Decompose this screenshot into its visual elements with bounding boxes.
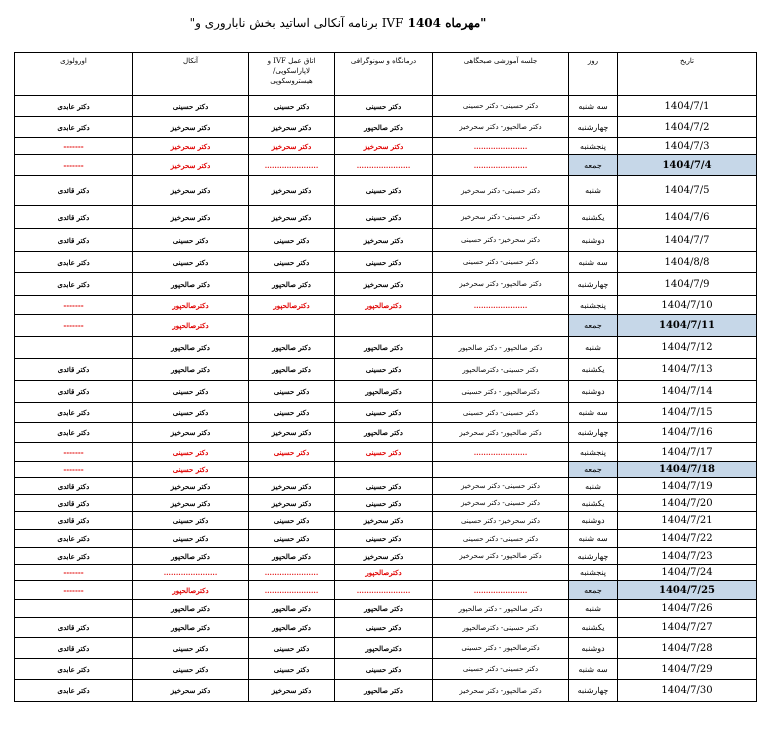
date-cell: 1404/7/5 (618, 176, 757, 206)
day-cell: چهارشنبه (569, 117, 618, 138)
title-suffix: مهرماه 1404" (407, 16, 487, 30)
operating-room-cell: دکتر حسینی (249, 512, 335, 530)
oncall-cell: دکتر سحرخیز (133, 155, 249, 176)
operating-room-cell: دکتر سحرخیز (249, 138, 335, 155)
urology-cell: ------- (15, 581, 133, 600)
clinic-cell: دکتر حسینی (335, 359, 433, 381)
date-cell: 1404/7/22 (618, 530, 757, 548)
clinic-cell: دکتر سحرخیز (335, 138, 433, 155)
oncall-cell: دکتر حسینی (133, 229, 249, 252)
morning-cell: دکتر صالحپور- دکتر سحرخیز (433, 680, 569, 702)
date-cell: 1404/7/1 (618, 96, 757, 117)
morning-cell: دکتر صالحپور- دکتر سحرخیز (433, 548, 569, 565)
operating-room-cell: دکتر صالحپور (249, 359, 335, 381)
clinic-cell (335, 315, 433, 337)
table-row (15, 478, 757, 495)
table-row (15, 600, 757, 618)
day-cell: چهارشنبه (569, 680, 618, 702)
operating-room-cell: دکتر حسینی (249, 96, 335, 117)
date-cell: 1404/7/19 (618, 478, 757, 495)
date-cell: 1404/7/10 (618, 296, 757, 315)
day-cell: یکشنبه (569, 359, 618, 381)
day-cell: چهارشنبه (569, 548, 618, 565)
table-row (15, 512, 757, 530)
table-row (15, 618, 757, 638)
clinic-cell: دکتر حسینی (335, 443, 433, 462)
urology-cell: دکتر عابدی (15, 273, 133, 296)
operating-room-cell (249, 462, 335, 478)
oncall-cell: دکتر حسینی (133, 530, 249, 548)
date-cell: 1404/7/26 (618, 600, 757, 618)
date-cell: 1404/8/8 (618, 252, 757, 273)
oncall-cell: دکتر سحرخیز (133, 478, 249, 495)
day-cell: سه شنبه (569, 252, 618, 273)
oncall-cell: دکتر سحرخیز (133, 117, 249, 138)
oncall-cell: دکتر سحرخیز (133, 680, 249, 702)
oncall-cell: دکتر سحرخیز (133, 176, 249, 206)
operating-room-cell: دکترصالحپور (249, 296, 335, 315)
date-cell: 1404/7/11 (618, 315, 757, 337)
morning-cell: دکتر صالحپور- دکتر سحرخیز (433, 117, 569, 138)
oncall-cell: دکتر صالحپور (133, 337, 249, 359)
oncall-cell: دکتر صالحپور (133, 548, 249, 565)
urology-cell: دکتر عابدی (15, 548, 133, 565)
urology-cell: ------- (15, 155, 133, 176)
header-day: روز (569, 53, 618, 96)
operating-room-cell: دکتر صالحپور (249, 273, 335, 296)
operating-room-cell: دکتر حسینی (249, 638, 335, 659)
oncall-cell: دکتر صالحپور (133, 618, 249, 638)
morning-cell: دکتر صالحپور - دکتر صالحپور (433, 337, 569, 359)
day-cell: سه شنبه (569, 659, 618, 680)
day-cell: چهارشنبه (569, 423, 618, 443)
date-cell: 1404/7/4 (618, 155, 757, 176)
clinic-cell: دکتر حسینی (335, 659, 433, 680)
urology-cell (15, 337, 133, 359)
table-row (15, 659, 757, 680)
clinic-cell: دکتر صالحپور (335, 423, 433, 443)
page-title (0, 16, 676, 30)
urology-cell: دکتر قائدی (15, 618, 133, 638)
clinic-cell: دکتر سحرخیز (335, 229, 433, 252)
morning-cell: ...................... (433, 581, 569, 600)
urology-cell: دکتر عابدی (15, 252, 133, 273)
morning-cell: دکتر صالحپور- دکتر سحرخیز (433, 423, 569, 443)
table-row (15, 548, 757, 565)
oncall-cell: دکتر صالحپور (133, 273, 249, 296)
urology-cell: دکتر قائدی (15, 512, 133, 530)
oncall-cell: دکتر حسینی (133, 462, 249, 478)
date-cell: 1404/7/18 (618, 462, 757, 478)
schedule-table (14, 52, 757, 702)
clinic-cell: دکتر حسینی (335, 176, 433, 206)
day-cell: پنجشنبه (569, 443, 618, 462)
morning-cell: دکتر حسینی- دکتر سحرخیز (433, 495, 569, 512)
morning-cell: دکتر حسینی- دکترصالحپور (433, 618, 569, 638)
date-cell: 1404/7/21 (618, 512, 757, 530)
urology-cell: ------- (15, 315, 133, 337)
morning-cell: ...................... (433, 296, 569, 315)
operating-room-cell: دکتر حسینی (249, 659, 335, 680)
table-row (15, 565, 757, 581)
oncall-cell: دکتر حسینی (133, 443, 249, 462)
morning-cell (433, 315, 569, 337)
day-cell: شنبه (569, 176, 618, 206)
date-cell: 1404/7/12 (618, 337, 757, 359)
oncall-cell: دکتر حسینی (133, 381, 249, 403)
operating-room-cell: دکتر سحرخیز (249, 206, 335, 229)
urology-cell: ------- (15, 443, 133, 462)
operating-room-cell: دکتر سحرخیز (249, 423, 335, 443)
clinic-cell (335, 462, 433, 478)
operating-room-cell: دکتر حسینی (249, 381, 335, 403)
table-row (15, 462, 757, 478)
date-cell: 1404/7/29 (618, 659, 757, 680)
clinic-cell: دکتر حسینی (335, 530, 433, 548)
day-cell: دوشنبه (569, 229, 618, 252)
morning-cell: دکتر سحرخیز- دکتر حسینی (433, 512, 569, 530)
urology-cell: دکتر عابدی (15, 423, 133, 443)
date-cell: 1404/7/7 (618, 229, 757, 252)
oncall-cell: ...................... (133, 565, 249, 581)
date-cell: 1404/7/30 (618, 680, 757, 702)
header-oncall: آنکال (133, 53, 249, 96)
date-cell: 1404/7/25 (618, 581, 757, 600)
header-row (15, 53, 757, 96)
urology-cell: دکتر عابدی (15, 659, 133, 680)
operating-room-cell: دکتر سحرخیز (249, 495, 335, 512)
morning-cell: دکتر حسینی- دکترصالحپور (433, 359, 569, 381)
operating-room-cell: دکتر حسینی (249, 530, 335, 548)
table-row (15, 96, 757, 117)
urology-cell: ------- (15, 462, 133, 478)
operating-room-cell: دکتر صالحپور (249, 337, 335, 359)
day-cell: سه شنبه (569, 96, 618, 117)
operating-room-cell: دکتر سحرخیز (249, 478, 335, 495)
clinic-cell: دکترصالحپور (335, 296, 433, 315)
day-cell: یکشنبه (569, 495, 618, 512)
table-row (15, 638, 757, 659)
day-cell: جمعه (569, 315, 618, 337)
clinic-cell: دکتر حسینی (335, 495, 433, 512)
oncall-cell: دکتر صالحپور (133, 600, 249, 618)
urology-cell: دکتر قائدی (15, 176, 133, 206)
day-cell: پنجشنبه (569, 138, 618, 155)
clinic-cell: ...................... (335, 155, 433, 176)
table-row (15, 495, 757, 512)
operating-room-cell: دکتر صالحپور (249, 618, 335, 638)
day-cell: جمعه (569, 462, 618, 478)
morning-cell: دکتر سحرخیز- دکتر حسینی (433, 229, 569, 252)
table-row (15, 138, 757, 155)
oncall-cell: دکتر سحرخیز (133, 206, 249, 229)
table-row (15, 443, 757, 462)
morning-cell: دکتر حسینی- دکتر حسینی (433, 96, 569, 117)
operating-room-cell: دکتر سحرخیز (249, 680, 335, 702)
clinic-cell: دکتر صالحپور (335, 117, 433, 138)
table-row (15, 296, 757, 315)
morning-cell: ...................... (433, 138, 569, 155)
header-clinic: درمانگاه و سونوگرافی (335, 53, 433, 96)
oncall-cell: دکتر حسینی (133, 512, 249, 530)
clinic-cell: دکتر صالحپور (335, 337, 433, 359)
clinic-cell: دکتر سحرخیز (335, 273, 433, 296)
day-cell: چهارشنبه (569, 273, 618, 296)
table-row (15, 403, 757, 423)
date-cell: 1404/7/3 (618, 138, 757, 155)
clinic-cell: دکتر حسینی (335, 252, 433, 273)
date-cell: 1404/7/2 (618, 117, 757, 138)
table-row (15, 530, 757, 548)
urology-cell: دکتر قائدی (15, 359, 133, 381)
morning-cell: دکتر صالحپور - دکتر صالحپور (433, 600, 569, 618)
clinic-cell: دکتر حسینی (335, 618, 433, 638)
date-cell: 1404/7/28 (618, 638, 757, 659)
day-cell: شنبه (569, 478, 618, 495)
morning-cell: دکتر حسینی- دکتر حسینی (433, 530, 569, 548)
oncall-cell: دکتر حسینی (133, 252, 249, 273)
operating-room-cell: دکتر حسینی (249, 443, 335, 462)
oncall-cell: دکترصالحپور (133, 581, 249, 600)
morning-cell: دکتر حسینی- دکتر حسینی (433, 403, 569, 423)
day-cell: دوشنبه (569, 638, 618, 659)
title-prefix: "برنامه آنکالی اساتید بخش ناباروری و IVF (189, 16, 404, 30)
date-cell: 1404/7/27 (618, 618, 757, 638)
morning-cell: دکتر حسینی- دکتر سحرخیز (433, 478, 569, 495)
clinic-cell: دکترصالحپور (335, 381, 433, 403)
date-cell: 1404/7/13 (618, 359, 757, 381)
operating-room-cell: دکتر حسینی (249, 229, 335, 252)
operating-room-cell: ...................... (249, 581, 335, 600)
clinic-cell: دکتر سحرخیز (335, 512, 433, 530)
table-row (15, 252, 757, 273)
urology-cell: دکتر قائدی (15, 381, 133, 403)
urology-cell: ------- (15, 296, 133, 315)
urology-cell: ------- (15, 138, 133, 155)
morning-cell: دکترصالحپور - دکتر حسینی (433, 381, 569, 403)
table-row (15, 229, 757, 252)
day-cell: یکشنبه (569, 206, 618, 229)
table-row (15, 359, 757, 381)
day-cell: جمعه (569, 581, 618, 600)
table-row (15, 176, 757, 206)
operating-room-cell: دکتر سحرخیز (249, 176, 335, 206)
date-cell: 1404/7/16 (618, 423, 757, 443)
clinic-cell: ...................... (335, 581, 433, 600)
clinic-cell: دکتر صالحپور (335, 680, 433, 702)
morning-cell: دکتر صالحپور- دکتر سحرخیز (433, 273, 569, 296)
day-cell: جمعه (569, 155, 618, 176)
date-cell: 1404/7/24 (618, 565, 757, 581)
urology-cell: دکتر قائدی (15, 206, 133, 229)
oncall-cell: دکتر سحرخیز (133, 495, 249, 512)
date-cell: 1404/7/9 (618, 273, 757, 296)
oncall-cell: دکتر سحرخیز (133, 423, 249, 443)
oncall-cell: دکتر حسینی (133, 96, 249, 117)
morning-cell: دکترصالحپور - دکتر حسینی (433, 638, 569, 659)
date-cell: 1404/7/14 (618, 381, 757, 403)
urology-cell: دکتر عابدی (15, 530, 133, 548)
urology-cell (15, 600, 133, 618)
clinic-cell: دکتر حسینی (335, 478, 433, 495)
operating-room-cell (249, 315, 335, 337)
date-cell: 1404/7/15 (618, 403, 757, 423)
header-operating-room: اتاق عمل IVF و لاپاراسکوپی/ هیستروسکوپی (249, 53, 335, 96)
table-row (15, 381, 757, 403)
day-cell: سه شنبه (569, 530, 618, 548)
urology-cell: ------- (15, 565, 133, 581)
table-row (15, 581, 757, 600)
date-cell: 1404/7/23 (618, 548, 757, 565)
day-cell: شنبه (569, 600, 618, 618)
clinic-cell: دکترصالحپور (335, 565, 433, 581)
table-row (15, 423, 757, 443)
day-cell: پنجشنبه (569, 565, 618, 581)
morning-cell (433, 462, 569, 478)
operating-room-cell: دکتر صالحپور (249, 548, 335, 565)
date-cell: 1404/7/6 (618, 206, 757, 229)
date-cell: 1404/7/17 (618, 443, 757, 462)
morning-cell: دکتر حسینی- دکتر سحرخیز (433, 206, 569, 229)
table-row (15, 155, 757, 176)
operating-room-cell: دکتر صالحپور (249, 600, 335, 618)
oncall-cell: دکتر حسینی (133, 659, 249, 680)
urology-cell: دکتر قائدی (15, 478, 133, 495)
urology-cell: دکتر عابدی (15, 117, 133, 138)
header-date: تاریخ (618, 53, 757, 96)
urology-cell: دکتر عابدی (15, 403, 133, 423)
morning-cell: دکتر حسینی- دکتر حسینی (433, 659, 569, 680)
urology-cell: دکتر عابدی (15, 96, 133, 117)
clinic-cell: دکترصالحپور (335, 638, 433, 659)
header-morning-session: جلسه آموزشی صبحگاهی (433, 53, 569, 96)
operating-room-cell: ...................... (249, 155, 335, 176)
morning-cell: ...................... (433, 155, 569, 176)
day-cell: دوشنبه (569, 381, 618, 403)
morning-cell: دکتر حسینی- دکتر سحرخیز (433, 176, 569, 206)
oncall-cell: دکترصالحپور (133, 296, 249, 315)
oncall-cell: دکتر صالحپور (133, 359, 249, 381)
clinic-cell: دکتر حسینی (335, 403, 433, 423)
operating-room-cell: دکتر حسینی (249, 403, 335, 423)
day-cell: یکشنبه (569, 618, 618, 638)
oncall-cell: دکترصالحپور (133, 315, 249, 337)
header-urology: اورولوژی (15, 53, 133, 96)
table-row (15, 206, 757, 229)
clinic-cell: دکتر صالحپور (335, 600, 433, 618)
oncall-cell: دکتر حسینی (133, 638, 249, 659)
urology-cell: دکتر قائدی (15, 638, 133, 659)
morning-cell: دکتر حسینی- دکتر حسینی (433, 252, 569, 273)
table-row (15, 680, 757, 702)
day-cell: پنجشنبه (569, 296, 618, 315)
day-cell: شنبه (569, 337, 618, 359)
date-cell: 1404/7/20 (618, 495, 757, 512)
urology-cell: دکتر عابدی (15, 680, 133, 702)
urology-cell: دکتر قائدی (15, 495, 133, 512)
clinic-cell: دکتر حسینی (335, 206, 433, 229)
clinic-cell: دکتر حسینی (335, 96, 433, 117)
morning-cell (433, 565, 569, 581)
operating-room-cell: دکتر حسینی (249, 252, 335, 273)
operating-room-cell: دکتر سحرخیز (249, 117, 335, 138)
table-row (15, 117, 757, 138)
oncall-cell: دکتر سحرخیز (133, 138, 249, 155)
clinic-cell: دکتر سحرخیز (335, 548, 433, 565)
day-cell: دوشنبه (569, 512, 618, 530)
urology-cell: دکتر قائدی (15, 229, 133, 252)
table-row (15, 273, 757, 296)
day-cell: سه شنبه (569, 403, 618, 423)
oncall-cell: دکتر حسینی (133, 403, 249, 423)
operating-room-cell: ...................... (249, 565, 335, 581)
table-row (15, 337, 757, 359)
morning-cell: ...................... (433, 443, 569, 462)
table-row (15, 315, 757, 337)
